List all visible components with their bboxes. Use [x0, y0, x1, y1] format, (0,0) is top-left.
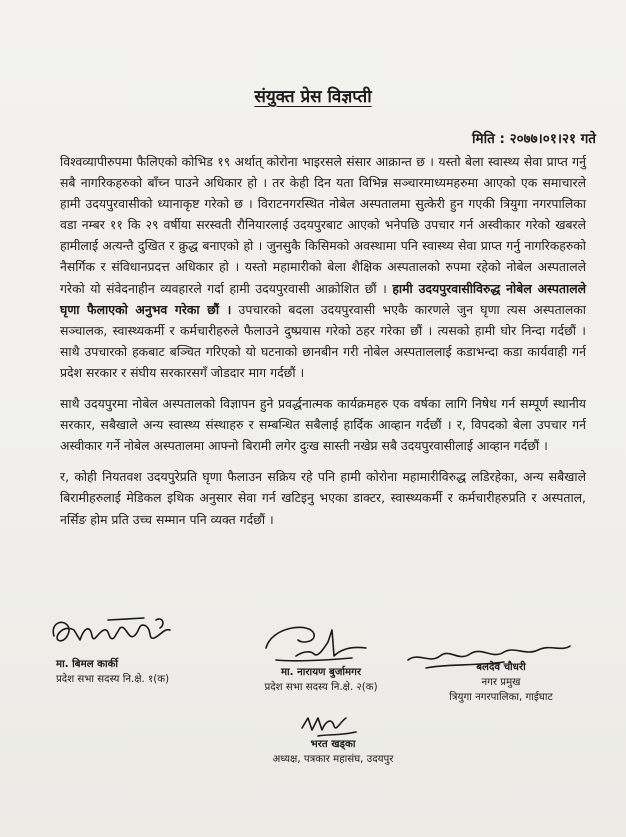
- paragraph-text: उपचारको बदला उदयपुरवासी भएकै कारणले जुन घृणा त्यस अस्पतालका सञ्चालक, स्वास्थ्यकर्मी र कर्मचारीहरुले फैलाउने दुष्प्रयास गरेको ठहर गरेका छौं । त्यसको हामी घोर निन्दा गर्दछौं । साथै उपचारको हकबाट बञ्चित गरिएको यो घटनाको छानबीन गरी नोबेल अस्पताललाई कडाभन्दा कडा कार्यवाही गर्न प्रदेश सरकार र संघीय सरकारसगँ जोडदार माग गर्दछौं ।: [60, 301, 586, 380]
- signatory-1-name: मा. बिमल कार्की: [56, 659, 119, 670]
- signatory-3-office: त्रियुगा नगरपालिका, गाईघाट: [449, 692, 553, 703]
- paragraph-text: विश्वव्यापीरुपमा फैलिएको कोभिड १९ अर्थात् कोरोना भाइरसले संसार आक्रान्त छ । यस्तो बेला स्वास्थ्य सेवा प्राप्त गर्नु सबै नागरिकहरुको बाँच्न पाउने अधिकार हो । तर केही दिन यता विभिन्न सञ्चारमाध्यमहरुमा आएको एक समाचारले हामी उदयपुरवासीको ध्यानाकृष्ट गरेको छ । विराटनगरस्थित नोबेल अस्पतालमा सुत्केरी हुन गएकी त्रियुगा नगरपालिका वडा नम्बर ११ कि २९ वर्षीया सरस्वती रौनियारलाई उदयपुरबाट आएको भनेपछि उपचार गर्न अस्वीकार गरेको खबरले हामीलाई अत्यन्तै दुखित र क्रुद्ध बनाएको हो । जुनसुकै किसिमको अवस्थामा पनि स्वास्थ्य सेवा प्राप्त गर्नु नागरिकहरुको नैसर्गिक र संविधानप्रदत्त अधिकार हो । यस्तो महामारीको बेला शैक्षिक अस्पतालको रुपमा रहेको नोबेल अस्पतालले गरेको यो संवेदनाहीन व्यवहारले गर्दा हामी उदयपुरवासी आक्रोशित छौं ।: [60, 154, 586, 296]
- body-paragraph-1: [60, 151, 586, 383]
- document-title: संयुक्त प्रेस विज्ञप्ती: [254, 87, 372, 107]
- signature-1-mark: [48, 614, 178, 654]
- signatory-4-role: अध्यक्ष, पत्रकार महासंघ, उदयपुर: [272, 754, 394, 765]
- signatory-4: [248, 737, 418, 767]
- signatory-2: [236, 665, 406, 695]
- body-paragraph-3: र, कोही नियतवश उदयपुरेप्रति घृणा फैलाउन सक्रिय रहे पनि हामी कोरोना महामारीविरुद्ध लडिरहेका, अन्य सबैखाले बिरामीहरुलाई मेडिकल इथिक अनुसार सेवा गर्न खटिइनु भएका डाक्टर, स्वास्थ्यकर्मी र कर्मचारीहरुप्रति र अस्पताल, नर्सिङ होम प्रति उच्च सम्मान पनि व्यक्त गर्दछौं ।: [60, 469, 586, 527]
- signature-2-mark: [262, 620, 372, 666]
- signatory-3-name: बलदेव चौधरी: [476, 662, 526, 673]
- signatory-2-role: प्रदेश सभा सदस्य नि.क्षे. २(क): [264, 682, 378, 693]
- document-date: मिति : २०७७।०१।२१ गते: [472, 131, 596, 147]
- body-paragraph-2: साथै उदयपुरमा नोबेल अस्पतालको विज्ञापन हुने प्रवर्द्धनात्मक कार्यक्रमहरु एक वर्षका लागि निषेध गर्न सम्पूर्ण स्थानीय सरकार, सबैखाले अन्य स्वास्थ्य संस्थाहरु र सम्बन्धित सबैलाई हार्दिक आव्हान गर्दछौं । र, विपदको बेला उपचार गर्न अस्वीकार गर्ने नोबेल अस्पतालमा आफ्नो बिरामी लगेर दुःख सास्ती नखेप्न सबै उदयपुरवासीलाई आव्हान गर्दछौं ।: [60, 396, 586, 454]
- signatory-3: [426, 660, 576, 705]
- signatory-4-name: भरत खड्का: [310, 739, 356, 750]
- signatory-1-role: प्रदेश सभा सदस्य नि.क्षे. १(क): [56, 674, 170, 685]
- signatory-2-name: मा. नारायण बुर्जामगर: [280, 667, 362, 678]
- paragraph-emphasis: हामी उदयपुरवासीविरुद्ध नोबेल अस्पतालले घृणा फैलाएको अनुभव गरेका छौं ।: [60, 280, 586, 317]
- signatory-3-role: नगर प्रमुख: [481, 677, 521, 688]
- signatory-1: [56, 657, 169, 687]
- document-body: [60, 151, 586, 540]
